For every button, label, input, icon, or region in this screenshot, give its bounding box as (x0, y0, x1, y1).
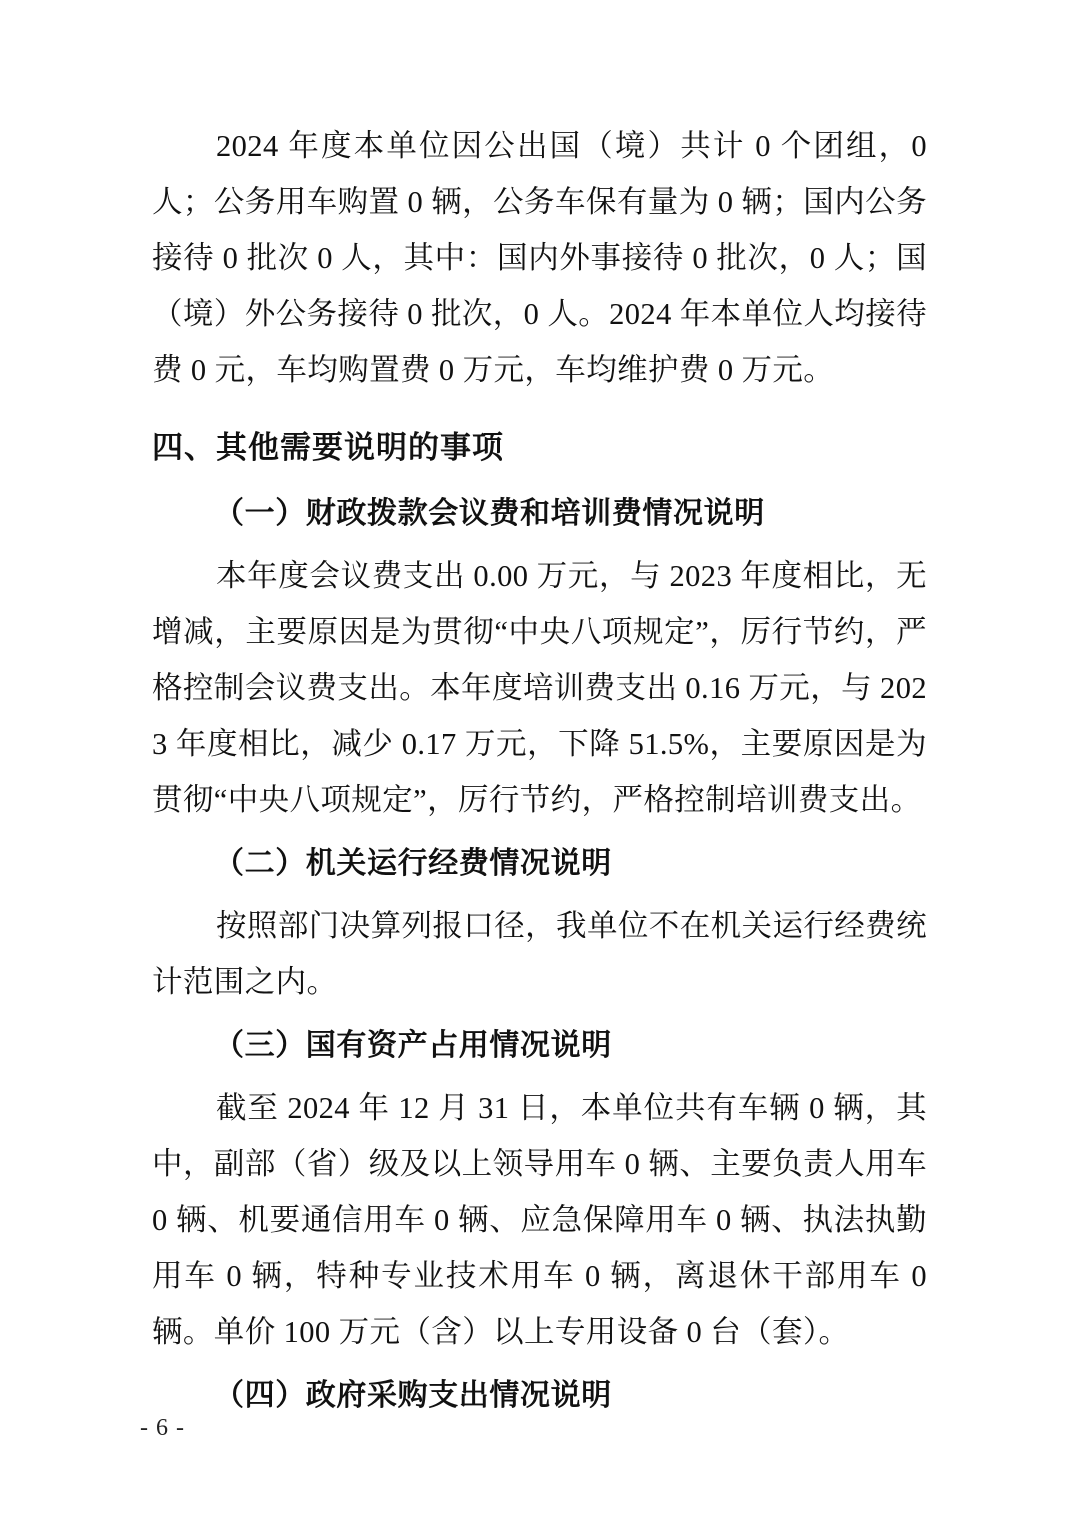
heading-government-procurement: （四）政府采购支出情况说明 (214, 1379, 612, 1412)
heading-other-matters: 四、其他需要说明的事项 (152, 430, 504, 465)
paragraph-official-travel-vehicles: 2024 年度本单位因公出国（境）共计 0 个团组，0 人；公务用车购置 0 辆，公务车保有量为 0 辆；国内公务接待 0 批次 0 人，其中：国内外事接待 0 批次，0 人；国（境）外公务接待 0 批次，0 人。2024 年本单位人均接待费 0 元，车均购置费 0 万元，车均维护费 0 万元。 (152, 129, 927, 387)
heading-state-assets: （三）国有资产占用情况说明 (214, 1029, 612, 1062)
paragraph-state-assets: 截至 2024 年 12 月 31 日，本单位共有车辆 0 辆，其中，副部（省）级及以上领导用车 0 辆、主要负责人用车 0 辆、机要通信用车 0 辆、应急保障用车 0 辆、执法执勤用车 0 辆，特种专业技术用车 0 辆，离退休干部用车 0 辆。单价 100 万元（含）以上专用设备 0 台（套）。 (152, 1091, 927, 1349)
heading-meeting-training-fee: （一）财政拨款会议费和培训费情况说明 (214, 497, 765, 530)
heading-agency-operating-expenses: （二）机关运行经费情况说明 (214, 847, 612, 880)
paragraph-meeting-training-fee: 本年度会议费支出 0.00 万元，与 2023 年度相比，无增减，主要原因是为贯彻“中央八项规定”，厉行节约，严格控制会议费支出。本年度培训费支出 0.16 万元，与 2023 年度相比，减少 0.17 万元，下降 51.5%，主要原因是为贯彻“中央八项规定”，厉行节约，严格控制培训费支出。 (152, 559, 927, 817)
section-spacer (152, 400, 927, 406)
paragraph-agency-operating-expenses: 按照部门决算列报口径，我单位不在机关运行经费统计范围之内。 (152, 909, 927, 999)
page-number: - 6 - (140, 1415, 185, 1441)
